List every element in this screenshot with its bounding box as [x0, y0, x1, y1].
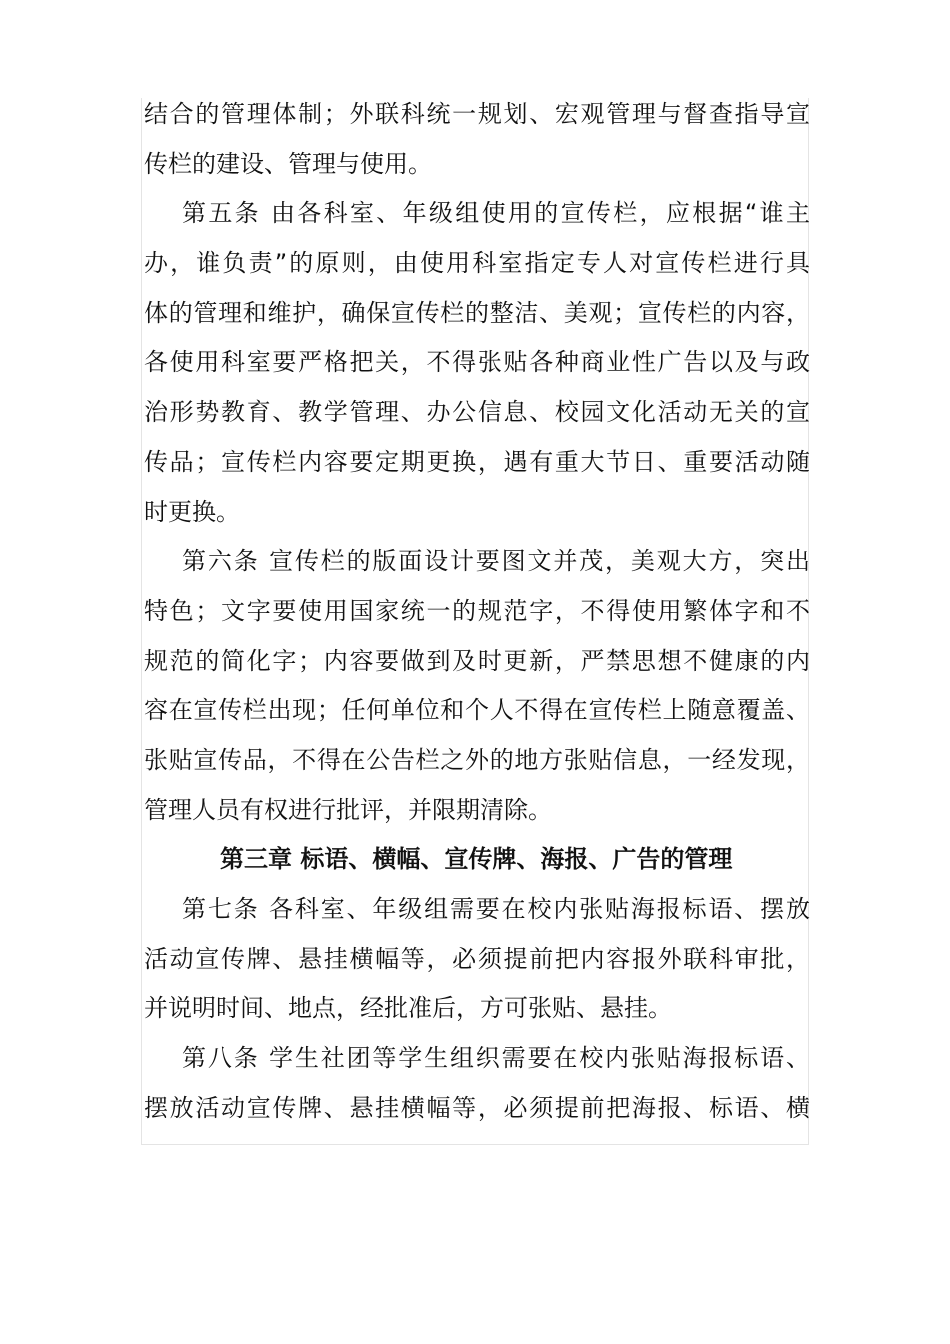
paragraph-article-6: [144, 537, 810, 835]
document-body: [144, 90, 810, 1133]
text-line: 活动宣传牌、悬挂横幅等，必须提前把内容报外联科审批，: [144, 944, 810, 973]
text-line: 容在宣传栏出现；任何单位和个人不得在宣传栏上随意覆盖、: [144, 696, 810, 725]
paragraph-article-7: [144, 885, 810, 1034]
text-line: 规范的简化字；内容要做到及时更新，严禁思想不健康的内: [144, 646, 810, 675]
chapter-heading: 第三章 标语、横幅、宣传牌、海报、广告的管理: [220, 845, 733, 874]
text-line: 体的管理和维护，确保宣传栏的整洁、美观；宣传栏的内容，: [144, 298, 810, 327]
text-line: 传栏的建设、管理与使用。: [144, 149, 432, 178]
text-line: 管理人员有权进行批评，并限期清除。: [144, 795, 552, 824]
text-line: 传品；宣传栏内容要定期更换，遇有重大节日、重要活动随: [144, 447, 810, 476]
text-line: 结合的管理体制；外联科统一规划、宏观管理与督查指导宣: [144, 100, 810, 128]
text-line: 治形势教育、教学管理、办公信息、校园文化活动无关的宣: [144, 398, 810, 427]
paragraph-article-8: [144, 1034, 810, 1133]
text-line: 并说明时间、地点，经批准后，方可张贴、悬挂。: [144, 994, 672, 1023]
paragraph-article-5: [144, 189, 810, 537]
text-line: 第六条 宣传栏的版面设计要图文并茂，美观大方，突出: [182, 547, 810, 576]
text-line: 第八条 学生社团等学生组织需要在校内张贴海报标语、: [182, 1044, 810, 1073]
paragraph-article-4-tail: [144, 90, 810, 189]
text-line: 时更换。: [144, 497, 240, 526]
text-line: 各使用科室要严格把关，不得张贴各种商业性广告以及与政: [144, 348, 810, 377]
text-line: 办，谁负责”的原则，由使用科室指定专人对宣传栏进行具: [144, 249, 810, 278]
text-line: 第七条 各科室、年级组需要在校内张贴海报标语、摆放: [182, 895, 810, 923]
text-line: 第五条 由各科室、年级组使用的宣传栏，应根据“谁主: [182, 199, 810, 228]
text-line: 摆放活动宣传牌、悬挂横幅等，必须提前把海报、标语、横: [144, 1093, 810, 1122]
text-line: 张贴宣传品，不得在公告栏之外的地方张贴信息，一经发现，: [144, 745, 810, 774]
text-line: 特色；文字要使用国家统一的规范字，不得使用繁体字和不: [144, 596, 810, 625]
